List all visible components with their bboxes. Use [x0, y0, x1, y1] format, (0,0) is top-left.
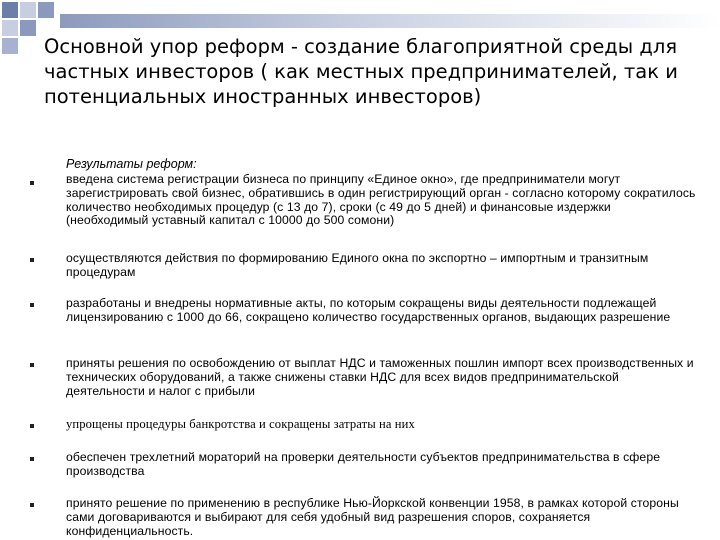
bullet-marker — [30, 181, 34, 185]
bullet-marker — [30, 457, 34, 461]
list-item-text: обеспечен трехлетний мораторий на проверки деятельности субъектов предпринимательства в сфере производства — [66, 450, 661, 478]
bullet-marker — [30, 424, 34, 428]
bullet-marker — [30, 503, 34, 507]
list-item-text: упрощены процедуры банкротства и сокращены затраты на них — [66, 417, 415, 431]
decor-square — [20, 2, 36, 18]
decor-square — [2, 38, 18, 54]
list-item-text: осуществляются действия по формированию Единого окна по экспортно – импортным и транзитным процедурам — [66, 251, 649, 279]
decor-square — [20, 20, 36, 36]
bullet-marker — [30, 258, 34, 262]
list-item-text: введена система регистрации бизнеса по принципу «Единое окно», где предприниматели могут зарегистрировать свой бизнес, обратившись в один регистрирующий орган - согласно которому сократилось количество необходимых процедур (с 13 до 7), сроки (с 49 до 5 дней) и финансовые издержки (необходимый уставный капитал с 10000 до 500 сомони) — [66, 172, 696, 228]
bullet-marker — [30, 363, 34, 367]
list-item-text: разработаны и внедрены нормативные акты, по которым сокращены виды деятельности подлежащей лицензированию с 1000 до 66, сокращено количество государственных органов, выдающих разрешение — [66, 296, 671, 324]
title-stripe — [60, 14, 720, 28]
bullet-marker — [30, 303, 34, 307]
slide-title: Основной упор реформ - создание благоприятной среды для частных инвесторов ( как местных предпринимателей, так и потенциальных иностранных инвесторов) — [44, 35, 678, 108]
list-item-text: принято решение по применению в республике Нью-Йоркской конвенции 1958, в рамках которой стороны сами договариваются и выбирают для себя удобный вид разрешения споров, сохраняется конфиденциальность. — [66, 496, 679, 538]
decor-square — [38, 2, 54, 18]
list-item-text: приняты решения по освобождению от выплат НДС и таможенных пошлин импорт всех производственных и технических оборудований, а также снижены ставки НДС для всех видов предпринимательской деятельности и налог с прибыли — [66, 356, 694, 398]
results-label: Результаты реформ: — [66, 157, 197, 171]
decor-square — [2, 2, 18, 18]
decor-square — [2, 20, 18, 36]
